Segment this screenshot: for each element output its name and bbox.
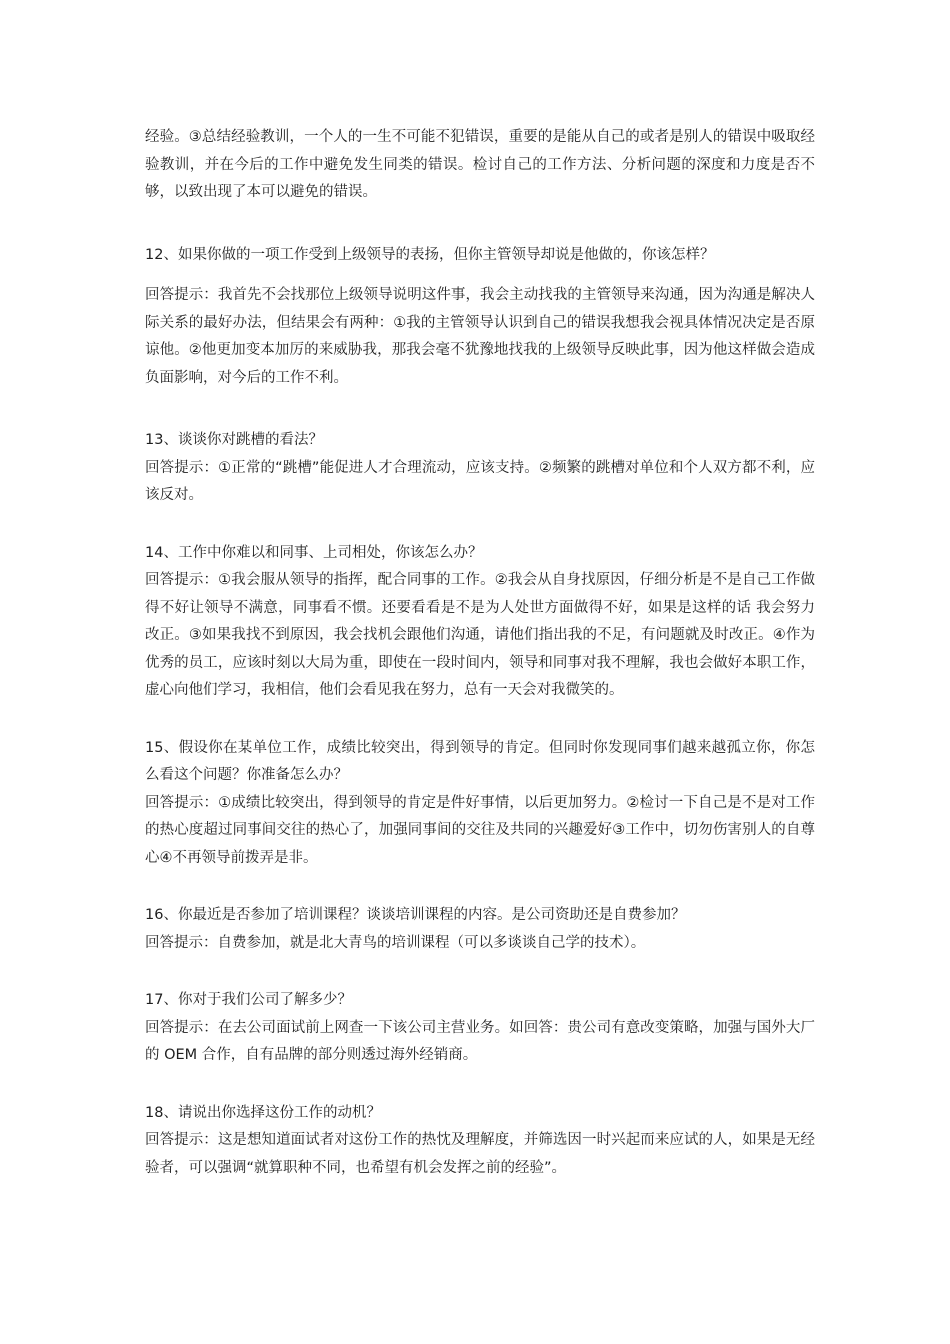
- answer-13: 回答提示：①正常的“跳槽”能促进人才合理流动，应该支持。②频繁的跳槽对单位和个人双方都不利，应该反对。: [145, 459, 815, 503]
- question-14: 14、工作中你难以和同事、上司相处，你该怎么办？: [145, 544, 483, 561]
- answer-12: 回答提示：我首先不会找那位上级领导说明这件事，我会主动找我的主管领导来沟通，因为沟通是解决人际关系的最好办法，但结果会有两种：①我的主管领导认识到自己的错误我想我会视具体情况决定是否原谅他。②他更加变本加厉的来威胁我，那我会毫不犹豫地找我的上级领导反映此事，因为他这样做会造成负面影响，对今后的工作不利。: [145, 287, 815, 386]
- answer-14: 回答提示：①我会服从领导的指挥，配合同事的工作。②我会从自身找原因，仔细分析是不是自己工作做得不好让领导不满意，同事看不惯。还要看看是不是为人处世方面做得不好，如果是这样的话 我会努力改正。③如果我找不到原因，我会找机会跟他们沟通，请他们指出我的不足，有问题就及时改正。④作为优秀的员工，应该时刻以大局为重，即使在一段时间内，领导和同事对我不理解，我也会做好本职工作，虚心向他们学习，我相信，他们会看见我在努力，总有一天会对我微笑的。: [145, 572, 815, 698]
- spacer: [145, 207, 815, 242]
- question-13: 13、谈谈你对跳槽的看法？: [145, 432, 323, 448]
- answer-16: 回答提示：自费参加，就是北大青鸟的培训课程（可以多谈谈自己学的技术）。: [145, 934, 646, 951]
- answer-18: 回答提示：这是想知道面试者对这份工作的热忱及理解度，并筛选因一时兴起而来应试的人，如果是无经验者，可以强调“就算职种不同，也希望有机会发挥之前的经验”。: [145, 1132, 815, 1176]
- answer-15: 回答提示：①成绩比较突出，得到领导的肯定是件好事情，以后更加努力。②检讨一下自己是不是对工作的热心度超过同事间交往的热心了，加强同事间的交往及共同的兴趣爱好③工作中，切勿伤害别人的自尊心④不再领导前拨弄是非。: [145, 794, 815, 866]
- spacer: [145, 705, 815, 735]
- question-16: 16、你最近是否参加了培训课程？谈谈培训课程的内容。是公司资助还是自费参加？: [145, 907, 686, 923]
- question-18: 18、请说出你选择这份工作的动机？: [145, 1104, 381, 1121]
- answer-17: 回答提示：在去公司面试前上网查一下该公司主营业务。如回答：贵公司有意改变策略，加强与国外大厂的 OEM 合作，自有品牌的部分则透过海外经销商。: [145, 1019, 815, 1063]
- question-12: 12、如果你做的一项工作受到上级领导的表扬，但你主管领导却说是他做的，你该怎样？: [145, 246, 715, 263]
- question-15: 15、假设你在某单位工作，成绩比较突出，得到领导的肯定。但同时你发现同事们越来越孤立你，你怎么看这个问题？你准备怎么办？: [145, 739, 815, 783]
- spacer: [145, 1070, 815, 1100]
- question-17: 17、你对于我们公司了解多少？: [145, 992, 352, 1008]
- spacer: [145, 957, 815, 987]
- document-body: [145, 124, 815, 1182]
- spacer: [145, 269, 815, 282]
- spacer: [145, 510, 815, 540]
- intro-paragraph: 经验。③总结经验教训，一个人的一生不可能不犯错误，重要的是能从自己的或者是别人的错误中吸取经验教训，并在今后的工作中避免发生同类的错误。检讨自己的工作方法、分析问题的深度和力度是否不够，以致出现了本可以避免的错误。: [145, 129, 815, 200]
- spacer: [145, 392, 815, 427]
- spacer: [145, 872, 815, 902]
